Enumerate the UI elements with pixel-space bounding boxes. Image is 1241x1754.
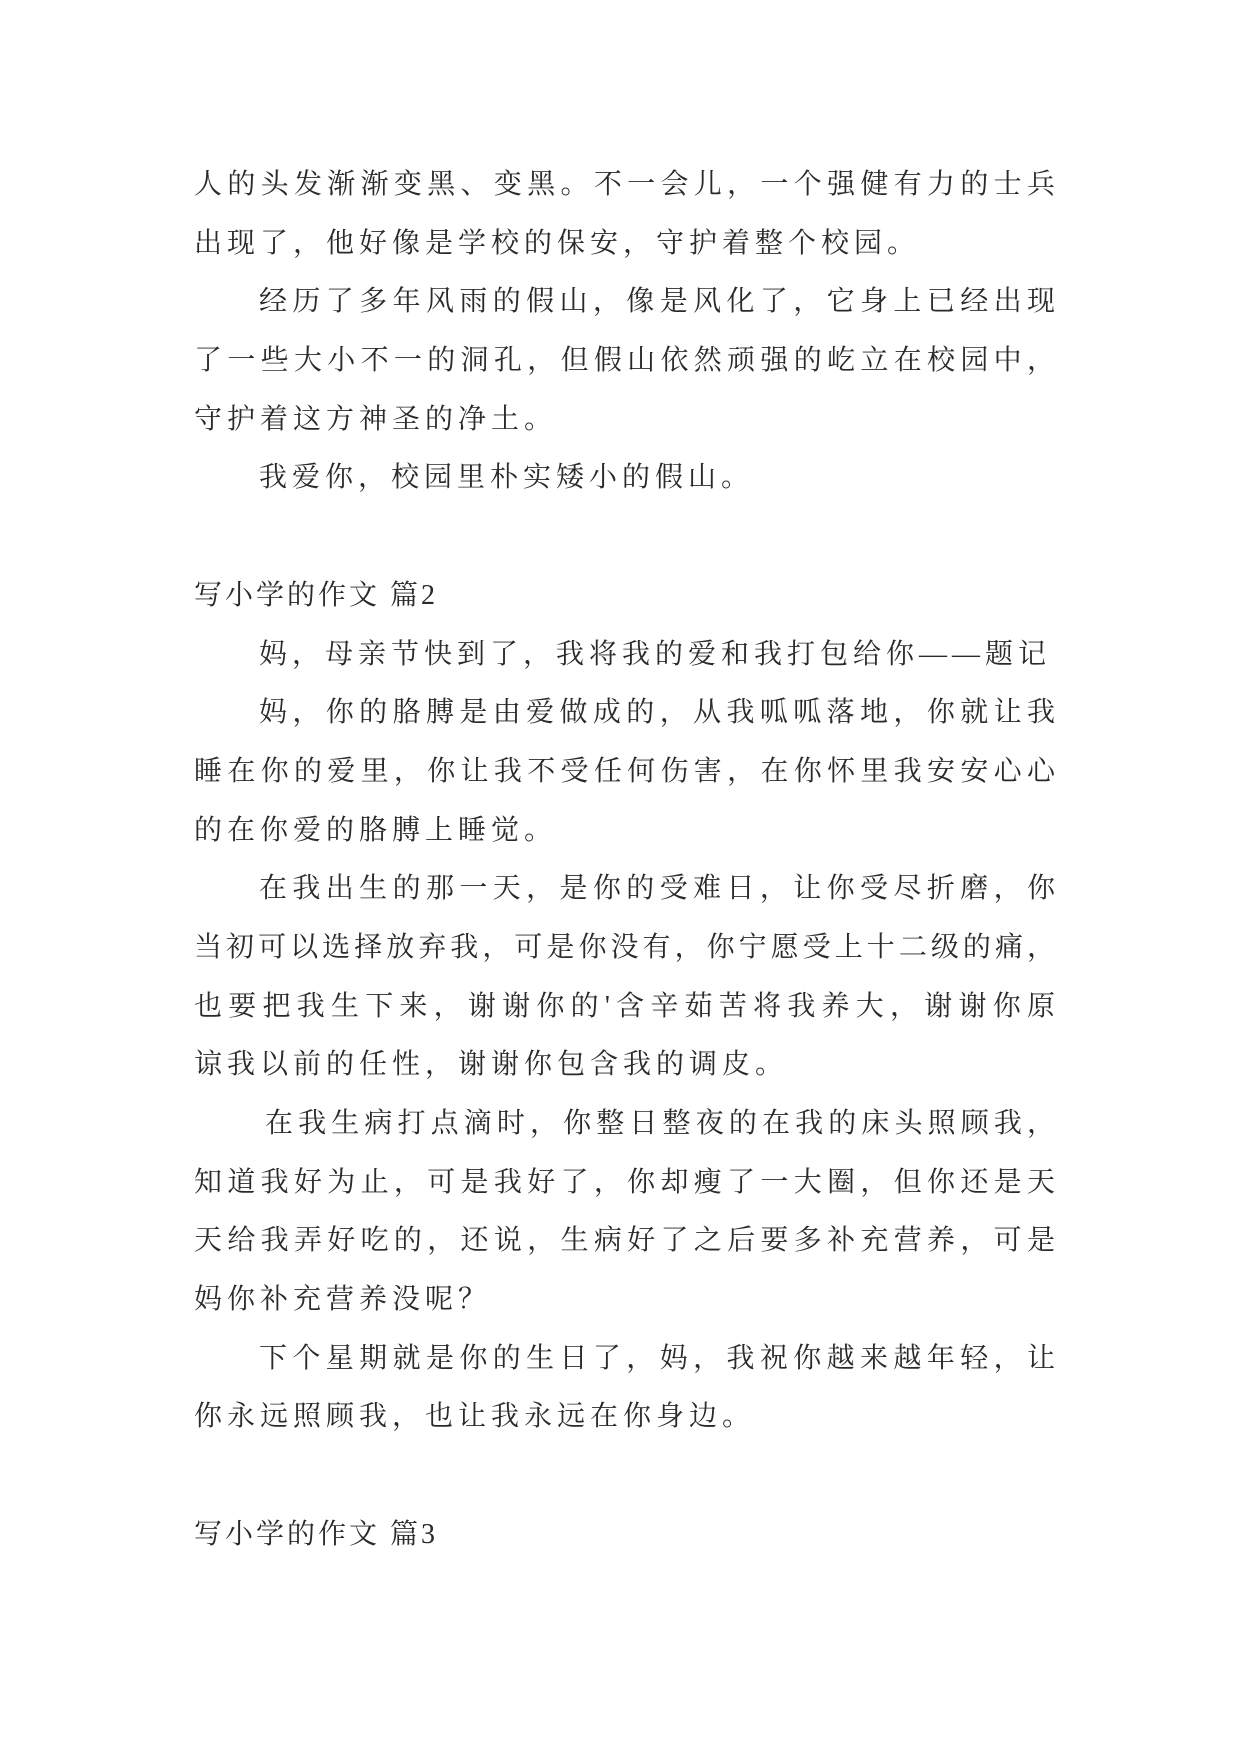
paragraph-line: 当初可以选择放弃我，可是你没有，你宁愿受上十二级的痛， bbox=[194, 931, 1058, 963]
paragraph-line: 知道我好为止，可是我好了，你却瘦了一大圈，但你还是天 bbox=[194, 1166, 1058, 1198]
paragraph-line: 人的头发渐渐变黑、变黑。不一会儿，一个强健有力的士兵 bbox=[194, 169, 1058, 200]
blank-line bbox=[194, 1447, 1058, 1506]
document-body bbox=[194, 156, 1058, 1565]
paragraph-line: 守护着这方神圣的净土。 bbox=[194, 403, 558, 435]
paragraph bbox=[194, 273, 1058, 449]
paragraph bbox=[194, 156, 1058, 273]
paragraph-line: 睡在你的爱里，你让我不受任何伤害，在你怀里我安安心心 bbox=[194, 755, 1058, 787]
paragraph-line: 你永远照顾我，也让我永远在你身边。 bbox=[194, 1401, 756, 1433]
paragraph-line: 我爱你，校园里朴实矮小的假山。 bbox=[259, 462, 755, 494]
paragraph-line: 下个星期就是你的生日了，妈，我祝你越来越年轻，让 bbox=[259, 1342, 1058, 1374]
paragraph-line: 妈你补充营养没呢？ bbox=[194, 1284, 492, 1316]
paragraph-line: 在我生病打点滴时，你整日整夜的在我的床头照顾我， bbox=[265, 1108, 1058, 1139]
section-heading: 写小学的作文 篇3 bbox=[194, 1518, 439, 1550]
paragraph-line: 在我出生的那一天，是你的受难日，让你受尽折磨，你 bbox=[259, 873, 1058, 905]
paragraph bbox=[194, 449, 1058, 508]
paragraph-line: 天给我弄好吃的，还说，生病好了之后要多补充营养，可是 bbox=[194, 1225, 1058, 1257]
paragraph-line: 妈，母亲节快到了，我将我的爱和我打包给你——题记 bbox=[259, 638, 1052, 670]
paragraph bbox=[194, 626, 1058, 685]
paragraph-line: 经历了多年风雨的假山，像是风化了，它身上已经出现 bbox=[259, 286, 1058, 318]
paragraph-line: 出现了，他好像是学校的保安，守护着整个校园。 bbox=[194, 227, 921, 259]
paragraph-line: 谅我以前的任性，谢谢你包含我的调皮。 bbox=[194, 1049, 789, 1081]
paragraph bbox=[194, 860, 1058, 1095]
section-heading: 写小学的作文 篇2 bbox=[194, 579, 439, 611]
paragraph-line: 了一些大小不一的洞孔，但假山依然顽强的屹立在校园中， bbox=[194, 345, 1058, 377]
essay-section bbox=[194, 567, 1058, 1447]
paragraph-line: 的在你爱的胳膊上睡觉。 bbox=[194, 814, 558, 846]
blank-line bbox=[194, 508, 1058, 567]
paragraph-line: 也要把我生下来，谢谢你的'含辛茹苦将我养大，谢谢你原 bbox=[194, 990, 1058, 1022]
paragraph bbox=[194, 684, 1058, 860]
essay-section bbox=[194, 1506, 1058, 1565]
paragraph bbox=[194, 1330, 1058, 1447]
paragraph bbox=[194, 1095, 1058, 1330]
paragraph-line: 妈，你的胳膊是由爱做成的，从我呱呱落地，你就让我 bbox=[259, 697, 1058, 729]
